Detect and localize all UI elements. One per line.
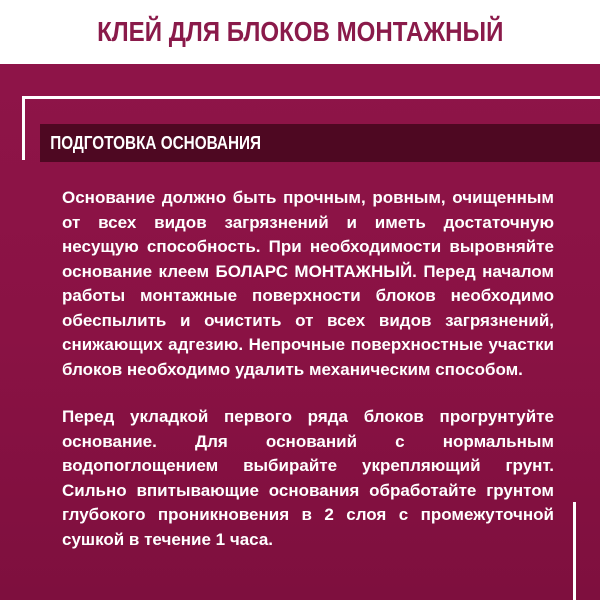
frame-line-left	[22, 96, 25, 160]
paragraph-preparation: Основание должно быть прочным, ровным, очищенным от всех видов загрязнений и иметь достаточную несущую способность. При необходимости выровняйте основание клеем БОЛАРС МОНТАЖНЫЙ. Перед началом работы монтажные поверхности блоков необходимо обеспылить и очистить от всех видов загрязнений, снижающих адгезию. Непрочные поверхностные участки блоков необходимо удалить механическим способом.	[62, 188, 554, 379]
frame-line-right	[573, 502, 576, 600]
section-title: ПОДГОТОВКА ОСНОВАНИЯ	[50, 132, 262, 153]
section-header-bar	[40, 124, 600, 162]
frame-line-top	[22, 96, 600, 99]
header	[0, 0, 600, 64]
paragraph-priming: Перед укладкой первого ряда блоков прогрунтуйте основание. Для оснований с нормальным водопоглощением выбирайте укрепляющий грунт. Сильно впитывающие основания обработайте грунтом глубокого проникновения в 2 слоя с промежуточной сушкой в течение 1 часа.	[62, 407, 554, 549]
page-title: КЛЕЙ ДЛЯ БЛОКОВ МОНТАЖНЫЙ	[96, 16, 504, 47]
